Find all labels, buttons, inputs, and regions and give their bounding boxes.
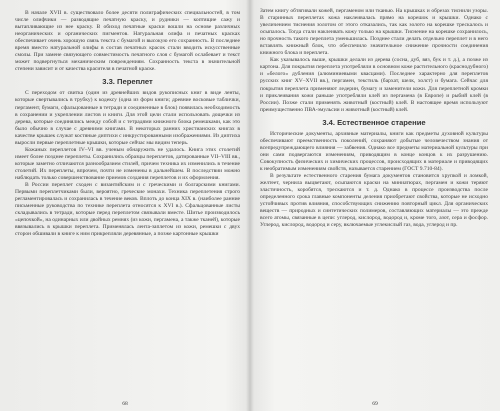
section-title-binding: 3.3. Переплет xyxy=(102,77,153,87)
section-title-aging: 3.4. Естественное старение xyxy=(322,117,426,127)
left-text-after xyxy=(15,90,240,238)
right-text-before xyxy=(260,8,488,114)
page-number-right: 69 xyxy=(372,401,378,407)
left-text-before xyxy=(15,10,240,73)
right-page xyxy=(250,0,500,411)
paragraph: Кожаных переплетов IV–VI вв. ученым обнаружить не удалось. Книга этих столетий имеет более позднее переплеты. Сохранились образцы переплетов, датированные VII–VIII вв., которые заметно отличаются разнообразием стилей, причем техника их изменились в течение столетий. Их переплеты, впрочем, почти не изменены в дальнейшем. В последствии можно наблюдать только совершенствование приемов создания переплетов и их оформления. xyxy=(15,146,240,181)
paragraph: С переходом от свитка (один из древнейших видов рукописных книг в виде ленты, которые свертывались в трубку) к кодексу (одна из форм книги; древние восковые таблички, пергамент, бумаги, сфальцованные в тетради и соединенные в блок) появилась необходимость в сохранении и укреплении листов и книги. Для этой цели стали использовать дощечки из дерева, которые соединялись между собой и с тетрадями книжного блока ремешками, как это было обычно в случае с древними книгами. В некоторых ранних христианских книгах в качестве крышек служат костяные диптихи с инкрустированными изображениями. Из диптиха выросли первые переплетные крышки, которые сейчас мы видим теперь. xyxy=(15,90,240,146)
paragraph: В России переплет сходен с византийским и с греческими и болгарскими книгами. Первыми переплетчиками были, вероятно, греческие монахи. Техника переплетения строго регламентировалась и сохранилась в течение веков. Вплоть до конца XIX в. (наиболее ранние письменные руководства по технике переплета относятся к XVI в.). Сфальцованные листы складывались в тетради, которые перед переплетом связывали вместе. Шитье производилось «цепочкой», на одинарных или двойных ремнях (из кожи, пергамена, а также тканей), которые ввязывались в крышки переплета. Применялась лента-заплетом из кожи, ремешки с двух сторон обшивали в книге к ним прикрепляли деревянные, а позже картонные крышки xyxy=(15,182,240,238)
paragraph: В начале XVII в. существовало более десяти полиграфических специальностей, в том числе олифчики — разводящие печатную краску, и рудники — коптящие сажу и вытапливающие из нее краску. В обиход печатные краски вошли на основе различных неорганических и органических пигментов. Натуральная олифа и печатных красках обеспечивает очень хорошую связь текста с бумагой и высокую его сохранность. В последнее время вместо натуральной олифы в состав печатных красок стали вводить искусственные смолы. При замене связующего совместимость печатного слоя с бумагой ослабевает и текст может подвергнуться механическим повреждениям. Сохранность текста в значительной степени зависит и от качества красителя в печатной краске. xyxy=(15,10,240,73)
right-text-after xyxy=(260,131,488,230)
page-number-left: 68 xyxy=(122,401,128,407)
paragraph: Затем книгу обтягивали кожей, пергаменом или тканью. На крышках и обрезах тиснили узоры. В старинных переплетах кожа наклеивалась прямо на корешок и крышки. Однако с увеличением тиснения золотом от этого отказались, так как золото на корешке трескалось и осыпалось. Тогда стали наклеивать кожу только на крышки. Тиснение на корешке сохранилось, но прочность такого переплета уменьшилась. Позднее стали делать отдельно переплет и в него вставлять книжный блок, что обеспечило значительное снижение прочности соединения книжного блока и переплета. xyxy=(260,8,488,57)
paragraph: Исторические документы, архивные материалы, книги как предметы духовной культуры обеспечивают преемственность поколений, сохраняют добытые человечеством знания от всепредупреждающего влияния — забвения. Однако все предметы материальной культуры при они сами подвергаются изменениям, приводящим в конце концов к их разрушению. Совокупность физических и химических процессов, происходящих в материале и приводящих к необратимым изменениям свойств, называется старением (ГОСТ 9.710-84). xyxy=(260,130,488,172)
paragraph: В результате естественного старения бумага документов становится хрупкой и ломкой, желтеет, чернила выцветают, осыпаются краски на миниатюрах, пергамен и кожи теряют эластичность, коробятся, трескаются и т. д. Однако в процессе производства после определенного срока главные компоненты деления приобретают свойства, которые не исходно устойчивых против влияния, способствующих снижению повторный цикл. Для органических веществ — природных и синтетических полимеров, составляющих материалы — это прежде всего атомы, связанные в цепи: углерод, кислород, водород и, кроме того, азот, сера и фосфор. Углерод, кислород, водород и серу, включаемые углекислый газ, вода, углерод и пр. xyxy=(260,172,488,229)
paragraph: Как указывалось выше, крышки делали из дерева (сосна, дуб, вяз, бук и т. д.), а позже из картона. Для покрытия переплета употребляли в основном коже растительного (краснодубного) и «белого» дубления (алюминиевыми квасцами). Последнее характерно для переплетов русских книг XV–XVII вв.), пергамен, текстиль (бархат, шелк, холст) и бумага. Сейчас для покрытия переплета применяют ледерин, бумагу и заменители кожи. Для переплетной кромки и приклеивания кожи раньше употребляли клей из пергамена (в Европе) и рыбий клей (в России). Позже стали применять животный (костный) клей. В настоящее время используют преимущественно ПВА-эмульсии и животный (костный) клей. xyxy=(260,57,488,113)
